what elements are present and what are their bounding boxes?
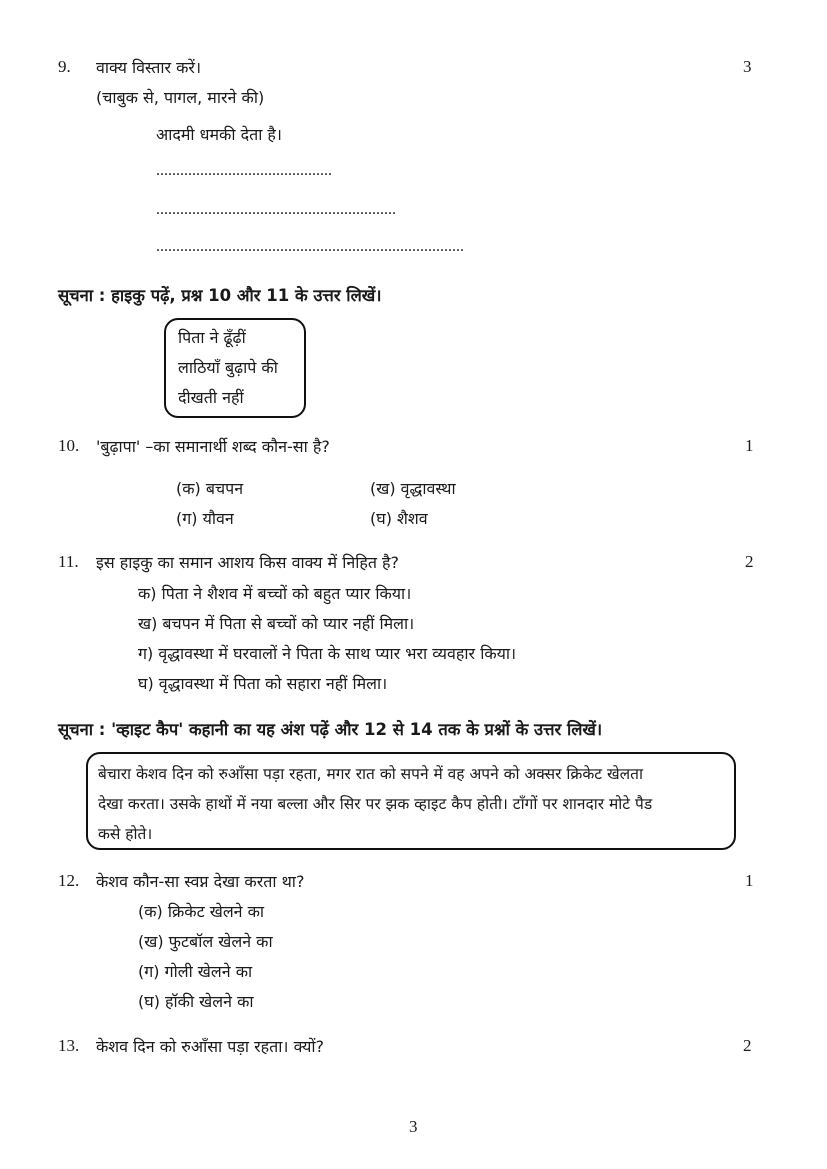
question-text: वाक्य विस्तार करें। <box>96 58 202 77</box>
option: ख) बचपन में पिता से बच्चों को प्यार नहीं मिला। <box>138 614 415 633</box>
question-text: 'बुढ़ापा' –का समानार्थी शब्द कौन-सा है? <box>96 437 330 456</box>
question-number: 12. <box>58 871 80 890</box>
option: घ) वृद्धावस्था में पिता को सहारा नहीं मिला। <box>138 674 388 693</box>
question-marks: 1 <box>745 871 754 890</box>
passage-box <box>86 752 736 850</box>
page-number: 3 <box>409 1117 418 1136</box>
question-marks: 2 <box>743 1036 752 1055</box>
option: (ख) वृद्धावस्था <box>370 479 456 498</box>
answer-line: ............................................................ <box>156 201 396 218</box>
question-hint: (चाबुक से, पागल, मारने की) <box>96 88 265 107</box>
option: (ख) फुटबॉल खेलने का <box>138 932 273 951</box>
question-sentence: आदमी धमकी देता है। <box>156 125 282 144</box>
question-text: केशव दिन को रुआँसा पड़ा रहता। क्यों? <box>96 1037 325 1056</box>
option: (क) बचपन <box>176 479 244 498</box>
passage-line: देखा करता। उसके हाथों में नया बल्ला और सिर पर झक व्हाइट कैप होती। टाँगों पर शानदार मोटे पैड <box>98 795 653 813</box>
option: (घ) शैशव <box>370 509 428 528</box>
question-marks: 3 <box>743 57 752 76</box>
option: ग) वृद्धावस्था में घरवालों ने पिता के साथ प्यार भरा व्यवहार किया। <box>138 644 517 663</box>
option: (ग) यौवन <box>176 509 234 528</box>
question-text: इस हाइकु का समान आशय किस वाक्य में निहित है? <box>96 553 400 572</box>
answer-line: ............................................................................. <box>156 238 464 255</box>
question-number: 11. <box>58 552 79 571</box>
option: (ग) गोली खेलने का <box>138 962 253 981</box>
answer-line: ............................................ <box>156 162 332 179</box>
question-number: 10. <box>58 436 80 455</box>
option: (क) क्रिकेट खेलने का <box>138 902 265 921</box>
option: क) पिता ने शैशव में बच्चों को बहुत प्यार किया। <box>138 584 412 603</box>
option: (घ) हॉकी खेलने का <box>138 992 254 1011</box>
question-number: 9. <box>58 57 71 76</box>
haiku-line: पिता ने ढूँढ़ीं <box>178 328 246 347</box>
notice-haiku: सूचना : हाइकु पढ़ें, प्रश्न 10 और 11 के उत्तर लिखें। <box>58 286 382 305</box>
haiku-line: लाठियाँ बुढ़ापे की <box>178 358 278 377</box>
haiku-box <box>164 318 306 418</box>
passage-line: कसे होते। <box>98 825 153 843</box>
question-marks: 2 <box>745 552 754 571</box>
question-text: केशव कौन-सा स्वप्न देखा करता था? <box>96 872 305 891</box>
question-marks: 1 <box>745 436 754 455</box>
passage-line: बेचारा केशव दिन को रुआँसा पड़ा रहता, मगर रात को सपने में वह अपने को अक्सर क्रिकेट खेलता <box>98 765 644 783</box>
notice-passage: सूचना : 'व्हाइट कैप' कहानी का यह अंश पढ़ें और 12 से 14 तक के प्रश्नों के उत्तर लिखें। <box>58 720 603 739</box>
haiku-line: दीखती नहीं <box>178 388 244 407</box>
question-number: 13. <box>58 1036 80 1055</box>
